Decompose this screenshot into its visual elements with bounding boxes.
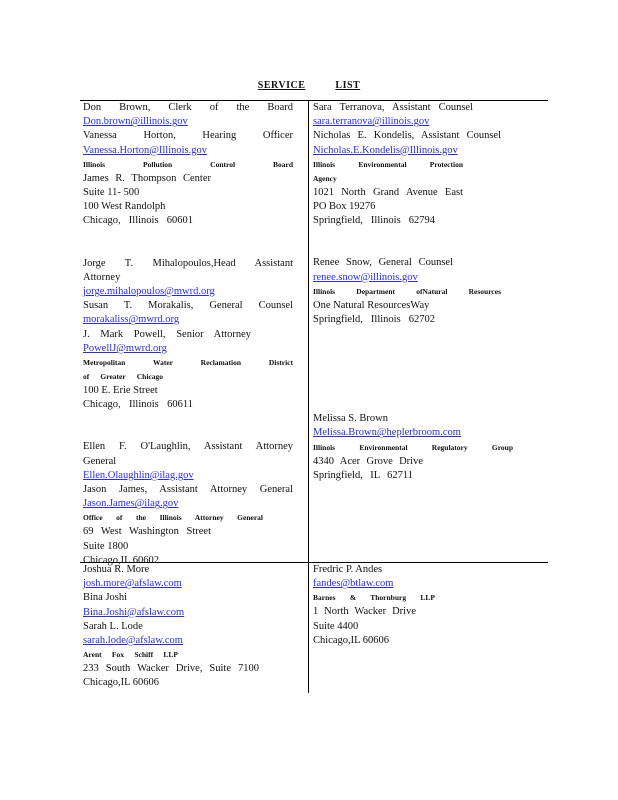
- organization-name: of Greater Chicago: [83, 372, 163, 382]
- address-line: 100 E. Erie Street: [83, 385, 158, 397]
- contact-line: Joshua R. More: [83, 564, 150, 575]
- organization-name: Agency: [313, 173, 337, 183]
- address-line: Chicago,IL 60602: [83, 554, 160, 566]
- email-link[interactable]: Jason.James@ilag.gov: [83, 498, 179, 510]
- contact-line: Renee Snow, General Counsel: [313, 257, 453, 269]
- organization-name: Arent Fox Schiff LLP: [83, 650, 178, 660]
- email-link[interactable]: josh.more@afslaw.com: [83, 578, 182, 590]
- contact-line: Jorge T. Mihalopoulos,Head Assistant: [83, 257, 293, 269]
- email-link[interactable]: Bina.Joshi@afslaw.com: [83, 606, 185, 618]
- contact-line: Sara Terranova, Assistant Counsel: [313, 102, 473, 113]
- title-list: LIST: [335, 80, 361, 91]
- address-line: Chicago,IL 60606: [83, 677, 160, 689]
- address-line: 233 South Wacker Drive, Suite 7100: [83, 663, 259, 675]
- contact-line: Don Brown, Clerk of the Board: [83, 102, 293, 113]
- address-line: 4340 Acer Grove Drive: [313, 455, 423, 467]
- address-line: Chicago, Illinois 60611: [83, 399, 193, 411]
- address-line: 69 West Washington Street: [83, 526, 211, 538]
- email-link[interactable]: sarah.lode@afslaw.com: [83, 635, 183, 647]
- address-line: Springfield, Illinois 62702: [313, 314, 435, 326]
- contact-line: General: [83, 455, 117, 467]
- organization-name: Office of the Illinois Attorney General: [83, 513, 263, 523]
- right-bottom-cell: [313, 563, 501, 648]
- address-line: Suite 1800: [83, 540, 129, 552]
- address-line: Chicago,IL 60606: [313, 634, 390, 646]
- address-line: One Natural ResourcesWay: [313, 299, 430, 311]
- contact-line: Ellen F. O'Laughlin, Assistant Attorney: [83, 441, 293, 453]
- email-link[interactable]: Nicholas.E.Kondelis@Illinois.gov: [313, 144, 458, 156]
- left-bottom-cell: [83, 563, 293, 691]
- organization-name: Illinois Environmental Protection: [313, 159, 463, 169]
- email-link[interactable]: fandes@btlaw.com: [313, 578, 394, 590]
- address-line: 100 West Randolph: [83, 201, 166, 213]
- contact-line: Melissa S. Brown: [313, 413, 388, 425]
- organization-name: Barnes & Thornburg LLP: [313, 593, 435, 603]
- organization-name: Illinois Pollution Control Board: [83, 159, 293, 169]
- email-link[interactable]: renee.snow@illinois.gov: [313, 271, 418, 283]
- column-divider: [308, 100, 309, 693]
- contact-line: Bina Joshi: [83, 592, 128, 604]
- organization-name: Illinois Environmental Regulatory Group: [313, 442, 513, 452]
- page-title: [0, 80, 618, 91]
- organization-name: Illinois Department ofNatural Resources: [313, 286, 501, 296]
- organization-name: Metropolitan Water Reclamation District: [83, 358, 293, 368]
- address-line: PO Box 19276: [313, 201, 376, 213]
- address-line: Chicago, Illinois 60601: [83, 215, 193, 227]
- contact-line: Attorney: [83, 271, 121, 283]
- left-top-cell: [83, 101, 293, 568]
- email-link[interactable]: Melissa.Brown@heplerbroom.com: [313, 427, 461, 439]
- email-link[interactable]: PowellJ@mwrd.org: [83, 342, 167, 354]
- email-link[interactable]: Vanessa.Horton@Illinois.gov: [83, 144, 207, 156]
- address-line: Suite 11- 500: [83, 187, 140, 199]
- contact-line: Vanessa Horton, Hearing Officer: [83, 130, 293, 142]
- email-link[interactable]: jorge.mihalopoulos@mwrd.org: [83, 286, 215, 298]
- address-line: James R. Thompson Center: [83, 172, 211, 184]
- email-link[interactable]: morakaliss@mwrd.org: [83, 314, 180, 326]
- email-link[interactable]: sara.terranova@illinois.gov: [313, 116, 430, 128]
- email-link[interactable]: Ellen.Olaughlin@ilag.gov: [83, 469, 194, 481]
- contact-line: Sarah L. Lode: [83, 620, 143, 632]
- contact-line: Fredric P. Andes: [313, 564, 383, 575]
- address-line: Suite 4400: [313, 620, 359, 632]
- address-line: Springfield, IL 62711: [313, 469, 413, 481]
- title-service: SERVICE: [257, 80, 306, 91]
- right-top-cell: [313, 101, 513, 483]
- address-line: 1021 North Grand Avenue East: [313, 186, 463, 198]
- address-line: 1 North Wacker Drive: [313, 606, 416, 618]
- email-link[interactable]: Don.brown@illinois.gov: [83, 116, 188, 128]
- contact-line: Jason James, Assistant Attorney General: [83, 484, 293, 496]
- address-line: Springfield, Illinois 62794: [313, 215, 435, 227]
- contact-line: Susan T. Morakalis, General Counsel: [83, 300, 293, 312]
- contact-line: J. Mark Powell, Senior Attorney: [83, 328, 251, 340]
- contact-line: Nicholas E. Kondelis, Assistant Counsel: [313, 130, 501, 142]
